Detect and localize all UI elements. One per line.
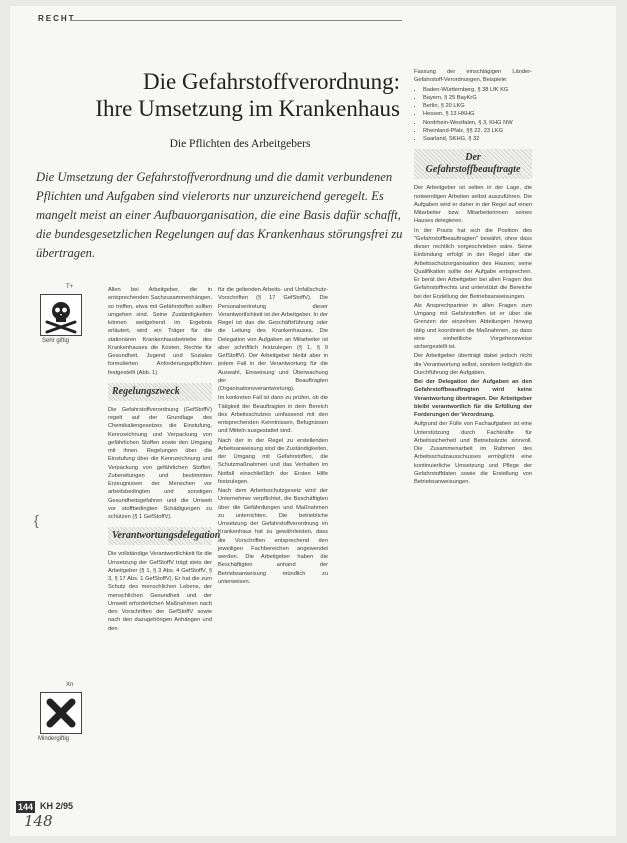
section-label: RECHT <box>38 14 76 23</box>
document-page <box>10 6 616 836</box>
right-paragraph-1: Der Arbeitgeber ist selten in der Lage, die notwendigen Arbeiten selbst auszuführen. Die Aufgaben wird er daher in der Regel auf einen Mitarbeiter bzw. Mitarbeiterinnen seines Hauses delegieren. <box>414 185 532 225</box>
right-intro: Fassung der einschlägigen Länder-Gefahrstoff-Verordnungen, Beispiele: <box>414 69 532 84</box>
state-list <box>414 86 532 144</box>
cross-icon <box>40 692 82 734</box>
state-list-item: • Nordrhein-Westfalen, § 3, KHG NW <box>423 119 532 127</box>
left-paragraph-2: Die Gefahrstoffverordnung (GefStoffV) regelt auf der Grundlage des Chemikaliengesetzes die Einstufung, Kennzeichnung und Verpackung von gefährlichen Stoffen sowie den Umgang mit ihnen. Regelungen über die Einstufung über die Kennzeichnung und Verpackung von gefährlichen Stoffen, Zubereitungen und bestimmten Erzeugnissen der Menschen vor arbeitsbedingten und sonstigen Gesundheitsgefahren und die Umwelt vor stoffbedingten Schädigungen zu schützen (§ 1 GefStoffV). <box>108 406 212 520</box>
handwritten-note: 148 <box>24 812 53 830</box>
middle-paragraph-2: Im konkreten Fall ist dann zu prüfen, ob die Tätigkeit der Beauftragten in dem Bereich des Arbeitsschutzes umfassend mit den entsprechenden Kenntnissen, Befugnissen und Mitteln ausgestattet sind. <box>218 395 328 435</box>
heading-verantwortungsdelegation: Verantwortungsdelegation <box>108 527 212 545</box>
margin-mark: { <box>34 512 39 528</box>
middle-paragraph-1: für die geltenden Arbeits- und Unfallschutz-Vorschriften (§ 17 GefStoffV). Die Personalvertretung dieser Verantwortlichkeit ist der Arbeitgeber. In der Regel ist das die Geschäftsführung oder die Leitung des Krankenhauses. Die Delegation von Aufgaben an Mitarbeiter ist aber schriftlich festzulegen (§ 1, § 9 GefStoffV). Der Arbeitgeber bleibt aber in jedem Fall in der Verantwortung für die Auswahl, Einweisung und Überwachung der Beauftragten (Organisationsverantwortung). <box>218 287 328 392</box>
state-list-item: • Baden-Württemberg, § 38 LfK KG <box>423 86 532 94</box>
column-right <box>414 68 532 487</box>
state-list-item: • Hessen, § 13 HKHG <box>423 110 532 118</box>
state-list-item: • Berlin, § 20 LKG <box>423 102 532 110</box>
heading-gefahrstoffbeauftragte: Der Gefahrstoffbeauftragte <box>414 149 532 179</box>
magazine-issue: KH 2/95 <box>40 801 74 811</box>
right-paragraph-4: Der Arbeitgeber überträgt dabei jedoch nicht die Verantwortung selbst, sondern lediglich die Durchführung der Aufgaben. <box>414 353 532 376</box>
state-list-item: • Rheinland-Pfalz, §§ 22, 23 LKG <box>423 127 532 135</box>
harmful-label: Mindergiftig <box>38 736 70 742</box>
state-list-item: • Saarland, SKHG, § 32 <box>423 135 532 143</box>
title-line-2: Ihre Umsetzung im Krankenhaus <box>95 96 400 121</box>
article-subtitle: Die Pflichten des Arbeitgebers <box>169 138 311 150</box>
column-left <box>108 286 221 634</box>
harmful-code: Xn <box>66 682 74 688</box>
right-paragraph-5: Aufgrund der Fülle von Fachaufgaben ist eine Unterstützung durch Fachkräfte für Arbeitssicherheit und Betriebsärzte sinnvoll. Die Zusammenarbeit im Rahmen des Arbeitsschutzausschusses ermöglicht eine kontinuierliche Umsetzung und Pflege der Gefahrstoffdaten sowie die Erstellung von Betriebsanweisungen. <box>414 421 532 485</box>
toxic-label: Sehr giftig <box>42 338 70 344</box>
lead-paragraph: Die Umsetzung der Gefahrstoffverordnung und die damit verbundenen Pflichten und Aufgaben sind vielerorts nur unzureichend geregelt. Es mangelt meist an einer Aufbauorganisation, die eine Basis dafür schafft, die bundesgesetzlichen Regelungen auf das Krankenhaus störungsfrei zu übertragen. <box>36 170 403 260</box>
toxic-code: T+ <box>66 284 74 290</box>
left-paragraph-3: Die vollständige Verantwortlichkeit für die Umsetzung der GefStoffV trägt stets der Arbeitgeber (§ 1, § 3 Abs. 4 GefStoffV, § 3, § 17 Abs. 1 GefStoffV). Er hat die zum Schutz des menschlichen Lebens, der menschlichen Gesundheit und der Umwelt erforderlichen Maßnahmen nach den Vorschriften der GefStoffV sowie nach den dazugehörigen Anhängen und den <box>108 551 212 632</box>
right-bold-paragraph: Bei der Delegation der Aufgaben an den Gefahrstoffbeauftragten wird keine Verantwortung übertragen. Der Arbeitgeber bleibt verantwortlich für die Erfüllung der Forderungen der Verordnung. <box>414 379 532 418</box>
article-title <box>40 68 400 122</box>
middle-paragraph-3: Nach der in der Regel zu erstellenden Arbeitsanweisung sind die Zuständigkeiten, der Umgang mit Gefahrstoffen, die Schutzmaßnahmen und das Verhalten im Notfall einschließlich der Ersten Hilfe festzulegen. <box>218 437 328 485</box>
heading-regelungszweck: Regelungszweck <box>108 383 212 401</box>
state-list-item: • Bayern, § 25 BayKrG <box>423 94 532 102</box>
right-paragraph-2: In der Praxis hat sich die Position des "Gefahrstoffbeauftragten" bewährt, ohne dass dieser rechtlich vorgeschrieben wäre. Seine Einbindung erfolgt in der Regel über die Arbeitsschutzorganisation des Hauses; seine Qualifikation sollte der Aufgabe entsprechen. Er berät den Arbeitgeber bei allen Fragen des Gefahrstoffrechts und unterstützt die Bereiche bei der Erstellung der Betriebsanweisungen. <box>414 227 532 300</box>
column-middle <box>218 286 328 587</box>
right-paragraph-3: Als Ansprechpartner in allen Fragen zum Umgang mit Gefahrstoffen ist er über die Grenzen der einzelnen Abteilungen hinweg tätig und koordiniert die Maßnahmen, so dass eine einheitliche Vorgehensweise sichergestellt ist. <box>414 302 532 350</box>
page-number: 144 <box>18 802 34 812</box>
middle-paragraph-4: Nach dem Arbeitsschutzgesetz wird der Unternehmer verpflichtet, die Beschäftigten über die Gefährdungen und Maßnahmen zu unterrichten. Die betriebliche Umsetzung der Gefahrstoffverordnung im Krankenhaus hat zu gewährleisten, dass die Vorschriften entsprechend den jeweiligen Fachbereichen angewendet werden. Die Arbeitgeber haben die Beschäftigten anhand der Betriebsanweisung mündlich zu unterweisen. <box>218 488 328 585</box>
header-rule <box>72 20 402 21</box>
skull-icon <box>40 294 82 336</box>
title-line-1: Die Gefahrstoffverordnung: <box>143 69 400 94</box>
left-paragraph-1: Allen bei Arbeitgeber, die in entsprechenden Sachzusammenhängen, so treffen, etwa mit Gefahrstoffen sollten umgehen sind. Seine Zuständigkeiten können weitgehend im Ergebnis erläutert, wird ein Träger für die stationären Krankenhausbetriebe des Krankenhauses die Kosten, Rechte für Gesundheit, Jugend und Soziales formulierten Anforderungspflichten festgestellt (Abb. 1). <box>108 287 212 376</box>
